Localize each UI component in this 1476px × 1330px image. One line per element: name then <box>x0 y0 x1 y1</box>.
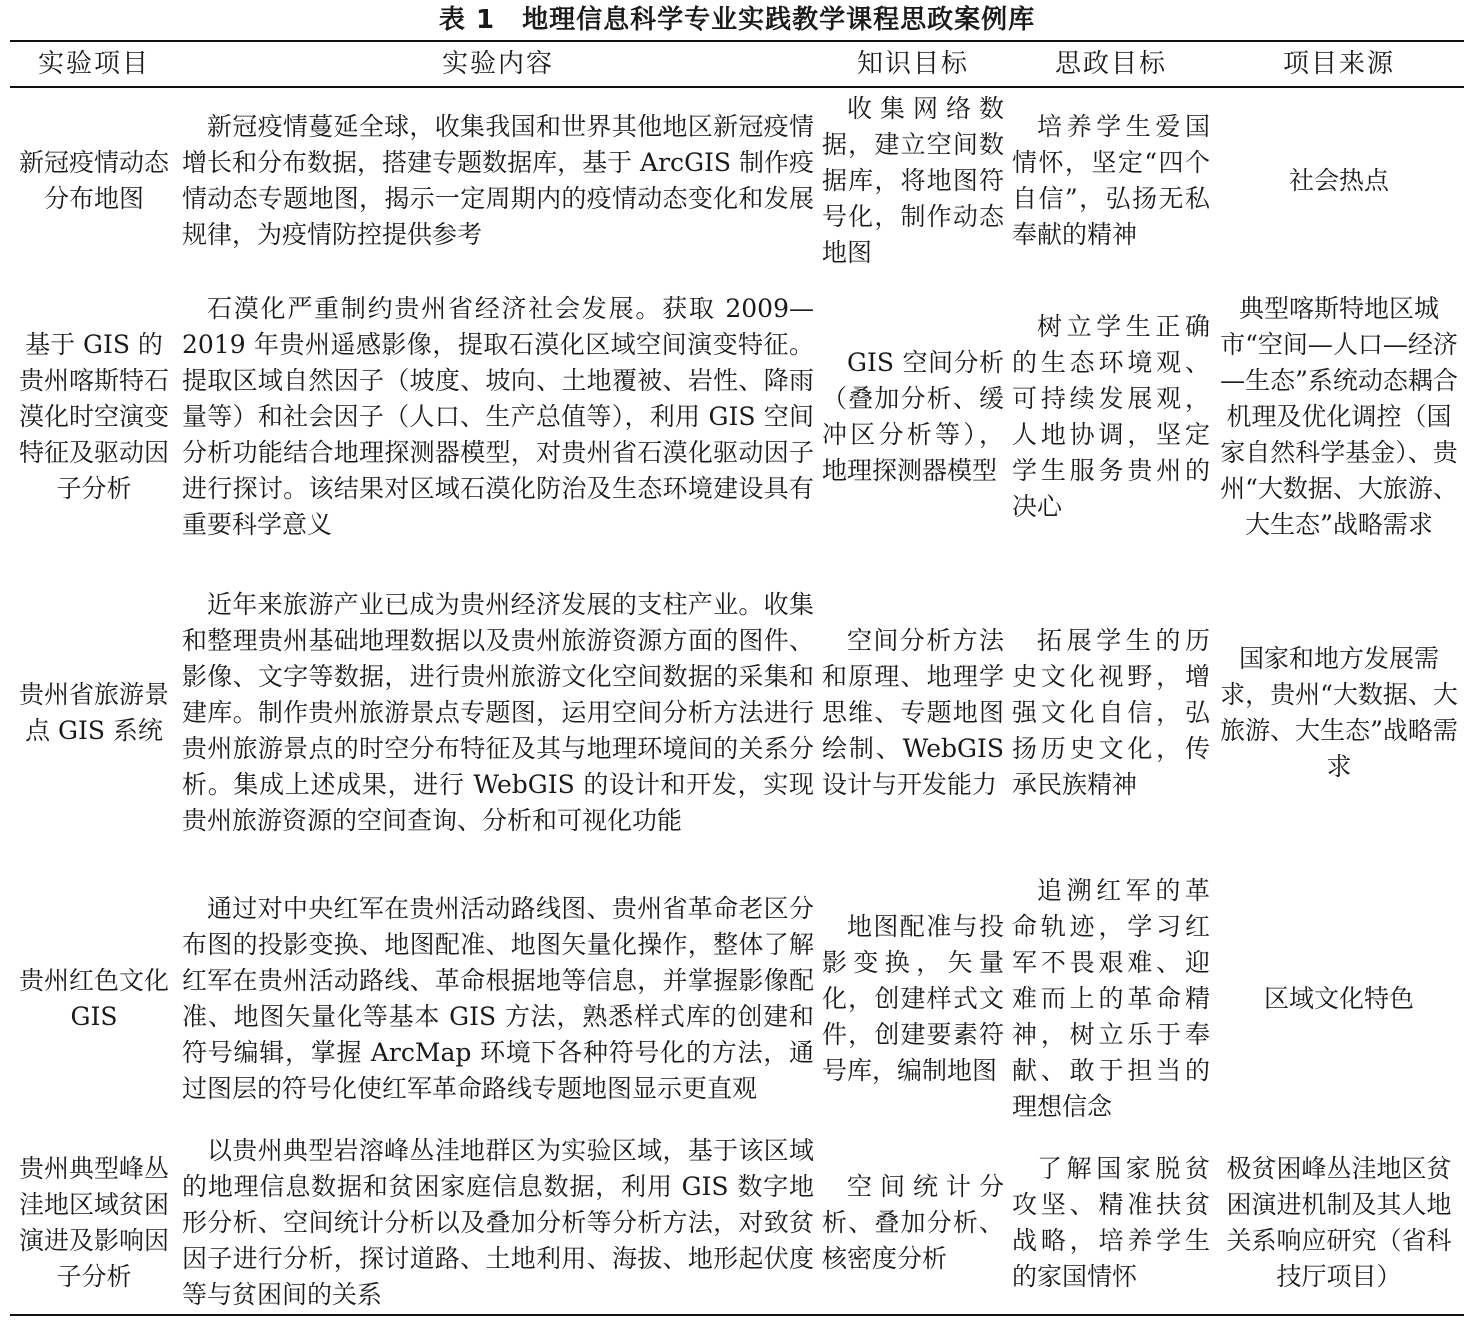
header-ideology: 思政目标 <box>1054 49 1167 79</box>
document-page <box>10 0 1464 1316</box>
cell-project: 基于 GIS 的贵州喀斯特石漠化时空演变特征及驱动因子分析 <box>18 330 169 503</box>
table-header-row <box>10 41 1464 87</box>
cell-content: 新冠疫情蔓延全球，收集我国和世界其他地区新冠疫情增长和分布数据，搭建专题数据库，基于 ArcGIS 制作疫情动态专题地图，揭示一定周期内的疫情动态变化和发展规律，为疫情防控提供参考 <box>182 112 814 249</box>
cell-ideology: 追溯红军的革命轨迹，学习红军不畏艰难、迎难而上的革命精神，树立乐于奉献、敢于担当的理想信念 <box>1012 876 1210 1121</box>
table-row <box>10 560 1464 866</box>
cell-content: 石漠化严重制约贵州省经济社会发展。获取 2009—2019 年贵州遥感影像，提取石漠化区域空间演变特征。提取区域自然因子（坡度、坡向、土地覆被、岩性、降雨量等）和社会因子（人口、生产总值等），利用 GIS 空间分析功能结合地理探测器模型，对贵州省石漠化驱动因子进行探讨。该结果对区域石漠化防治及生态环境建设具有重要科学意义 <box>182 294 814 539</box>
cell-project: 贵州红色文化 GIS <box>18 966 169 1031</box>
case-library-table <box>10 40 1464 1316</box>
cell-source: 极贫困峰丛洼地区贫困演进机制及其人地关系响应研究（省科技厅项目） <box>1226 1154 1452 1291</box>
header-project: 实验项目 <box>37 49 150 79</box>
cell-content: 通过对中央红军在贵州活动路线图、贵州省革命老区分布图的投影变换、地图配准、地图矢量化操作，整体了解红军在贵州活动路线、革命根据地等信息，并掌握影像配准、地图矢量化等基本 GIS 方法，熟悉样式库的创建和符号编辑，掌握 ArcMap 环境下各种符号化的方法，通过图层的符号化使红军革命路线专题地图显示更直观 <box>182 894 814 1103</box>
table-row <box>10 866 1464 1132</box>
cell-source: 区域文化特色 <box>1263 984 1414 1013</box>
cell-content: 近年来旅游产业已成为贵州经济发展的支柱产业。收集和整理贵州基础地理数据以及贵州旅游资源方面的图件、影像、文字等数据，进行贵州旅游文化空间数据的采集和建库。制作贵州旅游景点专题图，运用空间分析方法进行贵州旅游景点的时空分布特征及其与地理环境间的关系分析。集成上述成果，进行 WebGIS 的设计和开发，实现贵州旅游资源的空间查询、分析和可视化功能 <box>182 590 814 835</box>
cell-project: 贵州省旅游景点 GIS 系统 <box>18 680 169 745</box>
cell-source: 国家和地方发展需求，贵州“大数据、大旅游、大生态”战略需求 <box>1220 644 1458 781</box>
table-row <box>10 274 1464 560</box>
cell-source: 典型喀斯特地区城市“空间—人口—经济—生态”系统动态耦合机理及优化调控（国家自然科学基金）、贵州“大数据、大旅游、大生态”战略需求 <box>1220 294 1458 539</box>
header-knowledge: 知识目标 <box>856 49 969 79</box>
cell-knowledge: 地图配准与投影变换，矢量化，创建样式文件，创建要素符号库，编制地图 <box>822 912 1004 1085</box>
table-caption: 表 1 地理信息科学专业实践教学课程思政案例库 <box>438 5 1036 35</box>
cell-source: 社会热点 <box>1288 166 1389 195</box>
cell-ideology: 培养学生爱国情怀，坚定“四个自信”，弘扬无私奉献的精神 <box>1012 112 1210 249</box>
table-row <box>10 87 1464 274</box>
cell-knowledge: GIS 空间分析（叠加分析、缓冲区分析等），地理探测器模型 <box>822 348 1004 485</box>
cell-project: 新冠疫情动态分布地图 <box>18 148 169 213</box>
header-source: 项目来源 <box>1282 49 1395 79</box>
cell-knowledge: 空间统计分析、叠加分析、核密度分析 <box>822 1172 1004 1273</box>
cell-project: 贵州典型峰丛洼地区域贫困演进及影响因子分析 <box>18 1154 169 1291</box>
cell-ideology: 了解国家脱贫攻坚、精准扶贫战略，培养学生的家国情怀 <box>1012 1154 1210 1291</box>
cell-knowledge: 收集网络数据，建立空间数据库，将地图符号化，制作动态地图 <box>822 94 1004 267</box>
cell-ideology: 拓展学生的历史文化视野，增强文化自信，弘扬历史文化，传承民族精神 <box>1012 626 1210 799</box>
cell-ideology: 树立学生正确的生态环境观、可持续发展观，人地协调，坚定学生服务贵州的决心 <box>1012 312 1210 521</box>
header-content: 实验内容 <box>441 49 554 79</box>
cell-content: 以贵州典型岩溶峰丛洼地群区为实验区域，基于该区域的地理信息数据和贫困家庭信息数据，利用 GIS 数字地形分析、空间统计分析以及叠加分析等分析方法，对致贫因子进行分析，探讨道路、土地利用、海拔、地形起伏度等与贫困间的关系 <box>182 1136 814 1309</box>
table-row <box>10 1132 1464 1315</box>
cell-knowledge: 空间分析方法和原理、地理学思维、专题地图绘制、WebGIS 设计与开发能力 <box>822 626 1004 799</box>
